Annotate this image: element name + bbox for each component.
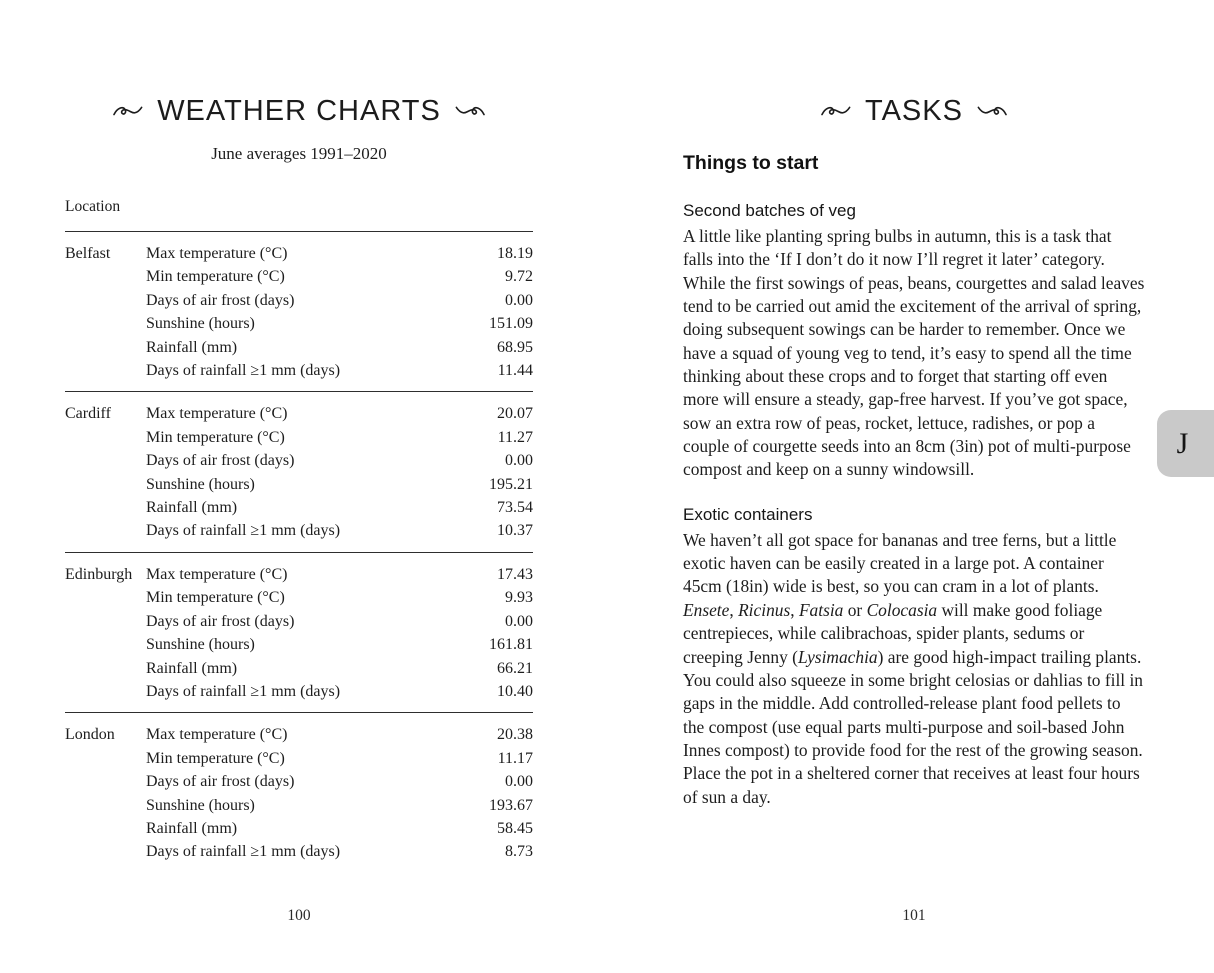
location-name-cell — [65, 794, 146, 817]
location-name-cell — [65, 496, 146, 519]
table-row — [65, 680, 533, 703]
metric-label-cell: Max temperature (°C) — [146, 726, 288, 744]
metric-value-cell: 9.93 — [505, 589, 533, 607]
chart-subtitle: June averages 1991–2020 — [211, 144, 387, 163]
table-row — [65, 496, 533, 519]
weather-location-block — [65, 392, 533, 552]
metric-label-cell: Min temperature (°C) — [146, 589, 285, 607]
leaf-flourish-icon — [113, 104, 143, 119]
location-name-cell — [65, 840, 146, 863]
table-row — [65, 426, 533, 449]
metric-label-cell: Sunshine (hours) — [146, 315, 255, 333]
location-name-cell: Belfast — [65, 245, 111, 262]
table-row — [65, 747, 533, 770]
metric-label-cell: Rainfall (mm) — [146, 499, 238, 517]
metric-label-cell: Days of rainfall ≥1 mm (days) — [146, 362, 341, 380]
table-row — [65, 312, 533, 335]
metric-label-cell: Days of rainfall ≥1 mm (days) — [146, 522, 341, 540]
right-page — [683, 0, 1145, 973]
metric-value-cell: 66.21 — [497, 659, 533, 677]
metric-value-cell: 193.67 — [489, 796, 533, 814]
metric-value-cell: 195.21 — [489, 475, 533, 493]
table-row — [65, 289, 533, 312]
metric-label-cell: Max temperature (°C) — [146, 245, 288, 262]
table-row — [65, 723, 533, 746]
month-index-tab[interactable] — [1157, 410, 1214, 477]
metric-value-cell: 10.37 — [497, 522, 533, 540]
location-name-cell — [65, 817, 146, 840]
metric-label-cell: Days of rainfall ≥1 mm (days) — [146, 843, 341, 861]
things-to-start-heading: Things to start — [683, 152, 819, 174]
location-name-cell: London — [65, 726, 115, 744]
metric-label-cell: Min temperature (°C) — [146, 428, 285, 446]
table-row — [65, 770, 533, 793]
metric-label-cell: Days of air frost (days) — [146, 291, 295, 309]
metric-value-cell: 68.95 — [497, 338, 533, 356]
metric-value-cell: 0.00 — [505, 773, 533, 791]
metric-value-cell: 11.17 — [497, 749, 533, 767]
task-section-heading: Second batches of veg — [683, 201, 856, 220]
body-text: , — [790, 599, 799, 620]
task-section — [683, 505, 1145, 809]
metric-label-cell: Min temperature (°C) — [146, 749, 285, 767]
metric-label-cell: Rainfall (mm) — [146, 659, 238, 677]
table-row — [65, 519, 533, 542]
metric-label-cell: Days of rainfall ≥1 mm (days) — [146, 682, 341, 700]
metric-label-cell: Days of air frost (days) — [146, 773, 295, 791]
location-name-cell: Edinburgh — [65, 565, 133, 583]
weather-location-block — [65, 553, 533, 713]
metric-label-cell: Days of air frost (days) — [146, 612, 295, 630]
task-section-body — [683, 529, 1145, 809]
location-name-cell — [65, 747, 146, 770]
body-text: , — [729, 599, 739, 620]
metric-value-cell: 9.72 — [505, 268, 533, 286]
location-name-cell — [65, 586, 146, 609]
location-name-cell — [65, 312, 146, 335]
table-row — [65, 586, 533, 609]
metric-label-cell: Sunshine (hours) — [146, 796, 255, 814]
table-row — [65, 473, 533, 496]
body-text: A little like planting spring bulbs in autumn, this is a task that falls into the ‘If I don’t do it now I’ll regret it later’ category. While the first sowings of peas, beans, courgettes and salad leaves tend to be carried out amid the excitement of the arrival of spring, doing subsequent sowings can be harder to remember. Once we have a squad of young veg to tend, it’s easy to spend all the time thinking about these crops and to forget that starting off even more will ensure a steady, gap-free harvest. If you’ve got space, sow an extra row of peas, rocket, lettuce, radishes, or pop a couple of courgette seeds into an 8cm (3in) pot of multi-purpose compost and keep on a sunny windowsill. — [683, 226, 1145, 480]
table-row — [65, 449, 533, 472]
metric-value-cell: 161.81 — [489, 636, 533, 654]
metric-value-cell: 0.00 — [505, 452, 533, 470]
metric-value-cell: 58.45 — [497, 819, 533, 837]
body-text: or — [843, 599, 867, 620]
location-name-cell — [65, 633, 146, 656]
metric-label-cell: Rainfall (mm) — [146, 819, 238, 837]
location-name-cell — [65, 336, 146, 359]
location-name-cell: Cardiff — [65, 405, 111, 423]
left-page — [65, 0, 533, 973]
table-row — [65, 359, 533, 382]
location-column-header: Location — [65, 198, 533, 232]
metric-label-cell: Max temperature (°C) — [146, 405, 288, 423]
location-name-cell — [65, 770, 146, 793]
table-row — [65, 402, 533, 425]
weather-location-block — [65, 713, 533, 872]
location-name-cell — [65, 610, 146, 633]
botanical-name: Colocasia — [866, 599, 938, 620]
tasks-title-row — [683, 97, 1145, 126]
metric-value-cell: 20.38 — [497, 726, 533, 744]
table-row — [65, 817, 533, 840]
metric-value-cell: 17.43 — [497, 565, 533, 583]
botanical-name: Lysimachia — [797, 646, 878, 667]
location-name-cell — [65, 449, 146, 472]
location-name-cell — [65, 359, 146, 382]
leaf-flourish-icon — [821, 104, 851, 119]
table-row — [65, 242, 533, 265]
weather-table — [65, 198, 533, 873]
metric-label-cell: Days of air frost (days) — [146, 452, 295, 470]
metric-label-cell: Sunshine (hours) — [146, 636, 255, 654]
page-title: WEATHER CHARTS — [157, 95, 441, 127]
location-name-cell — [65, 289, 146, 312]
metric-value-cell: 0.00 — [505, 612, 533, 630]
metric-value-cell: 0.00 — [505, 291, 533, 309]
table-row — [65, 563, 533, 586]
botanical-name: Fatsia — [798, 599, 844, 620]
metric-value-cell: 8.73 — [505, 843, 533, 861]
location-name-cell — [65, 473, 146, 496]
botanical-name: Ricinus — [738, 599, 791, 620]
weather-location-block — [65, 232, 533, 392]
location-name-cell — [65, 657, 146, 680]
leaf-flourish-icon-mirrored — [977, 104, 1007, 119]
task-sections — [683, 201, 1145, 809]
table-row — [65, 265, 533, 288]
metric-value-cell: 151.09 — [489, 315, 533, 333]
metric-label-cell: Min temperature (°C) — [146, 268, 285, 286]
task-section-body — [683, 225, 1145, 482]
table-row — [65, 840, 533, 863]
task-section — [683, 201, 1145, 482]
botanical-name: Ensete — [683, 599, 730, 620]
table-row — [65, 610, 533, 633]
metric-value-cell: 10.40 — [497, 682, 533, 700]
table-row — [65, 336, 533, 359]
month-index-tab-letter: J — [1176, 426, 1189, 460]
weather-table-blocks — [65, 232, 533, 873]
body-text: We haven’t all got space for bananas and tree ferns, but a little exotic haven can be easily created in a large pot. A container 45cm (18in) wide is best, so you can cram in a lot of plants. — [683, 529, 1117, 597]
metric-label-cell: Max temperature (°C) — [146, 565, 288, 583]
metric-value-cell: 20.07 — [497, 405, 533, 423]
table-row — [65, 633, 533, 656]
metric-value-cell: 11.27 — [497, 428, 533, 446]
weather-charts-title-row — [65, 97, 533, 126]
right-page-number: 101 — [902, 907, 926, 924]
page-title: TASKS — [865, 95, 963, 127]
table-row — [65, 794, 533, 817]
leaf-flourish-icon-mirrored — [455, 104, 485, 119]
metric-value-cell: 11.44 — [497, 362, 533, 380]
table-row — [65, 657, 533, 680]
metric-label-cell: Rainfall (mm) — [146, 338, 238, 356]
body-text: will make good foliage centrepieces, while calibrachoas, spider plants, sedums or creeping Jenny ( — [683, 599, 1103, 667]
location-name-cell — [65, 265, 146, 288]
left-page-number: 100 — [287, 907, 311, 924]
task-section-heading: Exotic containers — [683, 504, 813, 524]
location-name-cell — [65, 519, 146, 542]
body-text: ) are good high-impact trailing plants. You could also squeeze in some bright celosias or dahlias to fill in gaps in the middle. Add controlled-release plant food pellets to the compost (use equal parts multi-purpose and soil-based John Innes compost) to provide food for the rest of the growing season. Place the pot in a sheltered corner that receives at least four hours of sun a day. — [683, 646, 1143, 807]
metric-value-cell: 18.19 — [497, 245, 533, 262]
location-name-cell — [65, 426, 146, 449]
metric-value-cell: 73.54 — [497, 499, 533, 517]
location-name-cell — [65, 680, 146, 703]
metric-label-cell: Sunshine (hours) — [146, 475, 255, 493]
